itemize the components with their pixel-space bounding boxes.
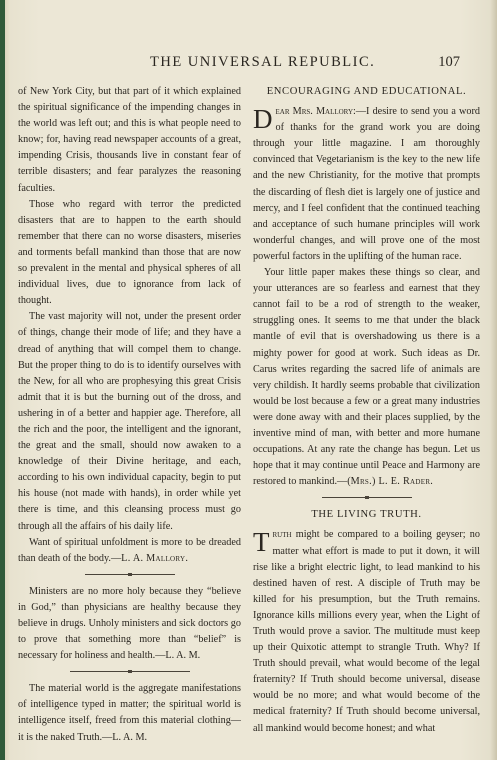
letter-text-2: Your little paper makes these things so clear, and your utterances are so fearless and earnest that they cannot fail to be a rod of strength to the weaker, struggling ones. It seems to me that under the black mantle of evil that is overshadowing us there is a mighty power for good at work. Such ideas as Dr. Carus writes regarding the sacred life of animals are very childish. It hardly seems probable that civilization would be lost because a few or a great many industries were done away with and their places supplied, by the inventive mind of man, with better and more humane occupations. At any rate the change has begun. Let us hope that it may continue until Peace and Harmony are restored to mankind.—( — [253, 267, 480, 488]
page-number: 107 — [438, 54, 460, 70]
heading-living-truth: THE LIVING TRUTH. — [311, 509, 422, 521]
truth-paragraph — [253, 527, 480, 736]
paragraph-majority: The vast majority will not, under the present order of things, change their mode of life; and they have a dread of anything that will compel them to change. But the proper thing to do is to identify ourselves with the New, for all who are prophesying this great Crisis admit that it is but the burning out of the dross, and ushering in of a better and happier age. Therefore, all the rich and the poor, the intelligent and the ignorant, the great and the small, should now awaken to a knowledge of their Divine heritage, and each, according to his own individual capacity, begin to put his house (not made with hands), in order while yet there is time, and this cleansing process must go through all the affairs of his daily life. — [18, 311, 241, 532]
section-divider — [70, 671, 190, 672]
paragraph-disasters: Those who regard with terror the predicted disasters that are to happen to the earth should remember that there can no worse disasters, miseries and torments befall mankind than those that are now so prevalent in the mental and physical spheres of all individual lives, due to ignorance from lack of thought. — [18, 198, 241, 307]
unfoldment-text: Want of spiritual unfoldment is more to be dreaded than death of the body.— — [18, 536, 241, 564]
truth-first-word: ruth — [272, 529, 292, 541]
running-title: THE UNIVERSAL REPUBLIC. — [150, 54, 376, 70]
book-binding-edge — [0, 0, 5, 760]
paragraph-continuation: of New York City, but that part of it which explained the spiritual significance of the impending changes in the world was left out; and this is what people need to know; for, having read newspaper accounts of a great, impending Crisis, thousands live in constant fear of terrible disasters; and fear paralyzes the reasoning faculties. — [18, 86, 241, 194]
letter-paragraph-2 — [253, 265, 480, 490]
truth-text: might be compared to a boiling geyser; no matter what effort is made to put it down, it will rise like a bright electric light, to lead mankind to his destined haven of rest. A disciple of Truth may be killed for his presumption, but the Truth remains. Ignorance kills millions every year, when the Light of Truth would prove a savior. The multitude must keep up their Quixotic attempt to strangle Truth. Why? If Truth should prevail, what would become of the legal fraternity? If Truth should become universal, disease would be no more; and what would become of the medical fraternity? If Truth should become universal, all mankind would become honest; and what — [253, 529, 480, 734]
signature-mallory: L. A. Mallory. — [121, 552, 189, 564]
letter-text-1: :—I desire to send you a word of thanks for the grand work you are doing through your little magazine. I am thoroughly convinced that Vegetarianism is the key to the new life and the new Christianity, for the motive that prompts the discarding of flesh diet is largely one of justice and mercy, and I feel confident that the continued teaching and acceptance of such humane principles will work wonderful changes, and will prove one of the most powerful factors in the uplifting of the human race. — [253, 106, 480, 262]
section-divider — [85, 574, 175, 575]
heading-encouraging: ENCOURAGING AND EDUCATIONAL. — [266, 86, 467, 97]
right-column — [253, 84, 480, 737]
paragraph-material-world: The material world is the aggregate manifestations of intelligence typed in matter; the spiritual world is intelligence itself, freed from this material clothing—it is the naked Truth.—L. A. M. — [18, 683, 241, 743]
letter-salutation: ear Mrs. Mallory — [275, 106, 354, 118]
section-divider — [322, 497, 412, 498]
dropcap-d: D — [253, 104, 273, 135]
signature-rader: Mrs.) L. E. Rader. — [350, 476, 434, 488]
letter-paragraph-1 — [253, 104, 480, 265]
page-header — [20, 54, 460, 76]
paragraph-ministers: Ministers are no more holy because they “believe in God,” than physicians are healthy because they believe in drugs. Unholy ministers and sick doctors go to prove that something more than “belief” is necessary for holiness and health.—L. A. M. — [18, 585, 241, 662]
dropcap-t: T — [253, 527, 270, 558]
paragraph-unfoldment — [18, 535, 241, 567]
left-column — [18, 84, 241, 746]
